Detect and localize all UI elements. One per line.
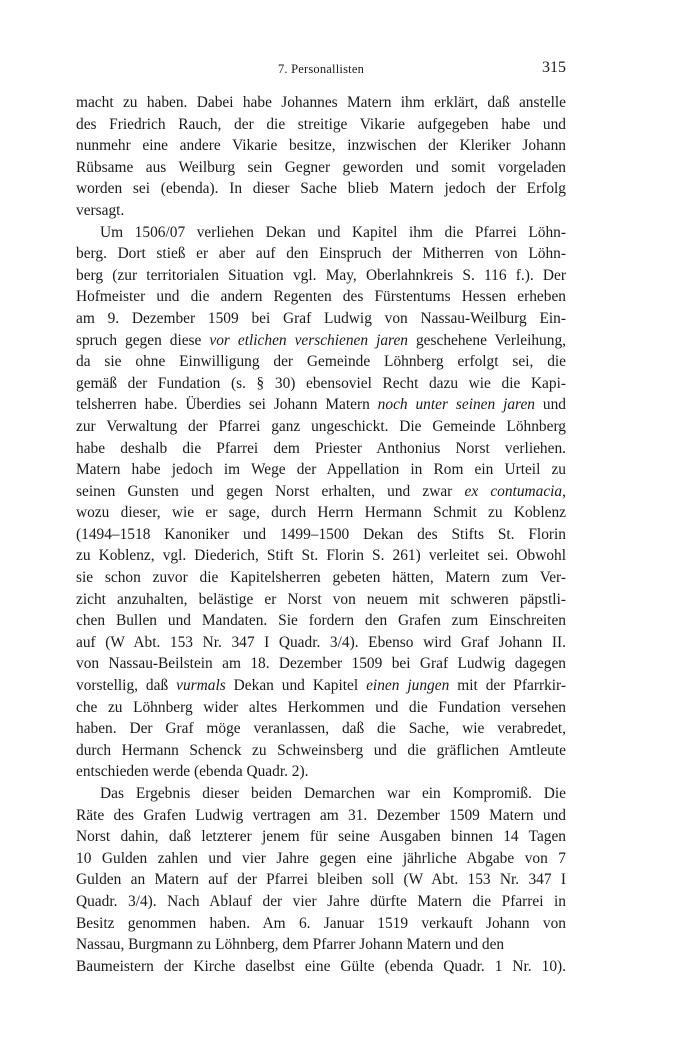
italic-quote: ex contumacia [464,482,563,500]
text-line: Matern habe jedoch im Wege der Appellation in Rom ein Urteil zu [76,461,566,479]
line-segment: und [535,396,566,414]
text-line: Das Ergebnis dieser beiden Demarchen war ein Kompromiß. Die [100,785,566,802]
line-segment: seinen Gunsten und gegen Norst erhalten, und zwar [76,482,465,500]
italic-quote: vurmals [176,677,226,695]
text-line: am 9. Dezember 1509 bei Graf Ludwig von Nassau-Weilburg Ein- [76,309,566,327]
text-line: chen Bullen und Mandaten. Sie fordern den Grafen zum Einschreiten [76,612,566,630]
line-segment: mit der Pfarrkir- [449,677,566,695]
text-line: berg. Dort stieß er aber auf den Einspruch der Mitherren von Löhn- [76,245,566,263]
italic-quote: vor etlichen verschienen jaren [209,331,408,349]
text-line: wozu dieser, wie er sage, durch Herrn Hermann Schmit zu Koblenz [76,504,566,522]
text-line: des Friedrich Rauch, der die streitige Vikarie aufgegeben habe und [76,115,566,133]
text-line [76,481,566,503]
text-line: macht zu haben. Dabei habe Johannes Matern ihm erklärt, daß anstelle [76,94,566,111]
italic-quote: noch unter seinen jaren [377,396,536,414]
text-line: Quadr. 3/4). Nach Ablauf der vier Jahre dürfte Matern die Pfarrei in [76,892,566,910]
text-line: entschieden werde (ebenda Quadr. 2). [76,763,309,781]
text-line: Besitz genommen haben. Am 6. Januar 1519 verkauft Johann von [76,914,566,932]
text-line: zu Koblenz, vgl. Diederich, Stift St. Florin S. 261) verleitet sei. Obwohl [76,547,566,565]
text-line: habe deshalb die Pfarrei dem Priester Anthonius Norst verliehen. [76,439,566,457]
line-segment: telsherren habe. Überdies sei Johann Matern [76,396,378,414]
text-line: durch Hermann Schenck zu Schweinsberg und die gräflichen Amtleute [76,741,566,759]
text-line [76,675,566,697]
text-line: da sie ohne Einwilligung der Gemeinde Löhnberg erfolgt sei, die [76,353,566,371]
text-line: berg (zur territorialen Situation vgl. May, Oberlahnkreis S. 116 f.). Der [76,266,566,284]
text-line: 10 Gulden zahlen und vier Jahre gegen eine jährliche Abgabe von 7 [76,849,566,867]
text-line: Norst dahin, daß letzterer jenem für seine Ausgaben binnen 14 Tagen [76,828,566,846]
running-head [76,59,566,84]
text-line: zur Verwaltung der Pfarrei ganz ungeschickt. Die Gemeinde Löhnberg [76,417,566,435]
line-segment: spruch gegen diese [76,331,210,349]
text-line: haben. Der Graf möge veranlassen, daß die Sache, wie verabredet, [76,720,566,738]
text-line: (1494–1518 Kanoniker und 1499–1500 Dekan des Stifts St. Florin [76,525,566,543]
text-line: Um 1506/07 verliehen Dekan und Kapitel ihm die Pfarrei Löhn- [100,223,566,241]
section-title: 7. Personallisten [277,62,365,76]
text-line: auf (W Abt. 153 Nr. 347 I Quadr. 3/4). Ebenso wird Graf Johann II. [76,633,566,651]
text-line: che zu Löhnberg wider altes Herkommen und die Fundation versehen [76,698,566,716]
line-segment: vorstellig, daß [76,677,177,695]
line-segment: Dekan und Kapitel [225,677,367,695]
text-line: nunmehr eine andere Vikarie besitze, inzwischen der Kleriker Johann [76,137,566,155]
text-line: Rübsame aus Weilburg sein Gegner geworden und somit vorgeladen [76,158,566,176]
text-line: worden sei (ebenda). In dieser Sache blieb Matern jedoch der Erfolg [76,180,566,198]
text-line [76,330,566,352]
text-line: von Nassau-Beilstein am 18. Dezember 1509 bei Graf Ludwig dagegen [76,655,566,673]
text-line: Hofmeister und die andern Regenten des Fürstentums Hessen erheben [76,288,566,306]
line-segment: , [562,482,566,500]
text-line [76,394,566,416]
body-text [76,92,566,977]
text-line: Baumeistern der Kirche daselbst eine Gülte (ebenda Quadr. 1 Nr. 10). [76,957,566,975]
text-line: versagt. [76,201,125,219]
italic-quote: einen jungen [366,677,450,695]
text-line: Gulden an Matern auf der Pfarrei bleiben soll (W Abt. 153 Nr. 347 I [76,871,566,889]
line-segment: geschehene Verleihung, [407,331,566,349]
text-line: zicht anzuhalten, belästige er Norst von neuem mit schweren päpstli- [76,590,566,608]
text-line: Räte des Grafen Ludwig vertragen am 31. Dezember 1509 Matern und [76,806,566,824]
text-line: sie schon zuvor die Kapitelsherren gebeten hätten, Matern zum Ver- [76,569,566,587]
text-line: Nassau, Burgmann zu Löhnberg, dem Pfarrer Johann Matern und den [76,936,505,954]
page-number: 315 [542,59,566,76]
text-line: gemäß der Fundation (s. § 30) ebensoviel Recht dazu wie die Kapi- [76,374,566,392]
